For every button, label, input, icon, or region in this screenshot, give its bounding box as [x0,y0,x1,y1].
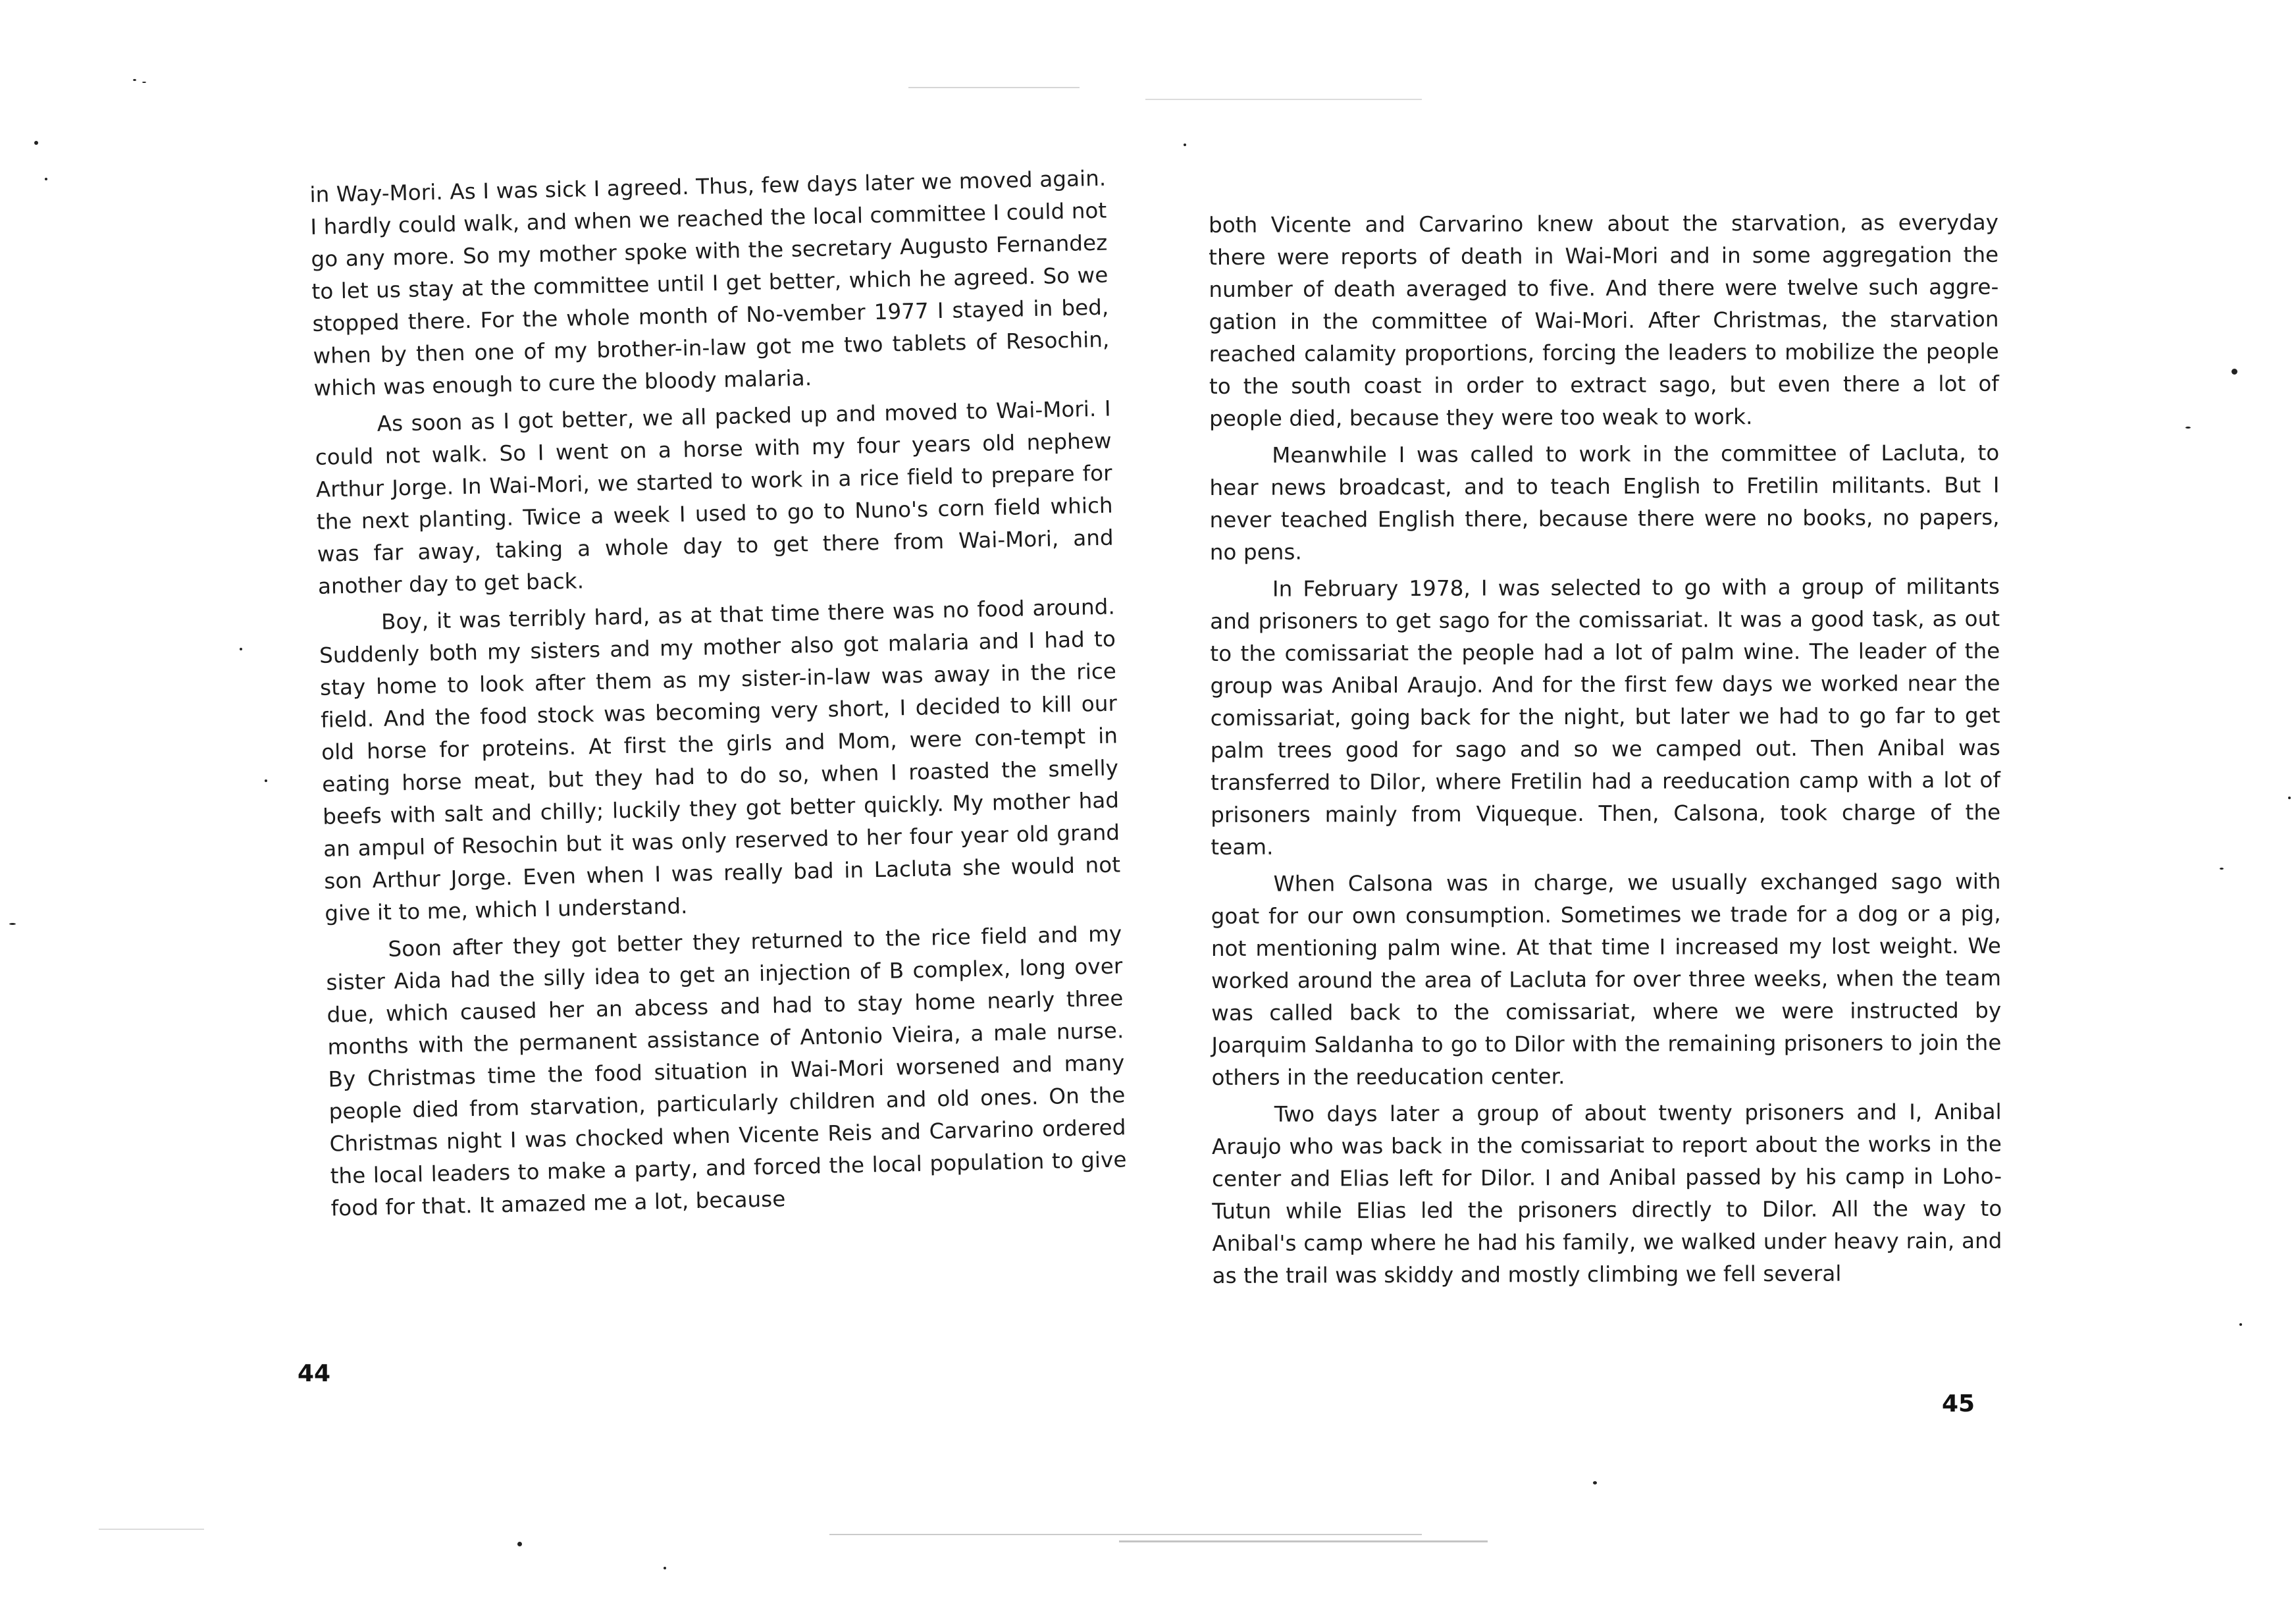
scan-speck [265,779,267,782]
right-paragraph-4: When Calsona was in charge, we usually exchanged sago with goat for our own consumption. Sometimes we trade for a dog or a pig, not mentioning palm wine. At that time I increased my lost weight. We worked around the area of Lacluta for over three weeks, when the team was called back to the comissariat, where we were instructed by Joarquim Saldanha to go to Dilor with the remaining prisoners to join the others in the reeducation center. [1211,868,2002,1090]
scan-speck [517,1542,522,1546]
scan-artifact-bottom-left [99,1529,204,1530]
scan-speck [1593,1481,1597,1484]
right-paragraph-3: In February 1978, I was selected to go with a group of militants and prisoners to get sago for the comissariat. It was a good task, as out to the comissariat the people had a lot of palm wine. The leader of the group was Anibal Araujo. And for the first few days we worked near the comissariat, going back for the night, but later we had to go far to get palm trees good for sago and so we camped out. Then Anibal was transferred to Dilor, where Fretilin had a reeducation camp with a lot of prisoners mainly from Viqueque. Then, Calsona, took charge of the team. [1210,573,2001,860]
scan-speck [2231,369,2237,375]
scan-artifact-bottom [829,1534,1422,1535]
scan-speck [1184,144,1186,146]
left-paragraph-3: Boy, it was terribly hard, as at that time there was no food around. Suddenly both my sisters and my mother also got malaria and I had to stay home to look after them as my sister-in-law was away in the rice field. And the food stock was becoming very short, I decided to kill our old horse for proteins. At first the girls and Mom, were con-tempt in eating horse meat, but they had to do so, when I roasted the smelly beefs with salt and chilly; luckily they got better quickly. My mother had an ampul of Resochin but it was only reserved to her four year old grand son Arthur Jorge. Even when I was really bad in Lacluta she would not give it to me, which I understand. [319,594,1121,926]
left-page-number: 44 [298,1360,331,1387]
scan-speck [2239,1323,2242,1326]
right-paragraph-2: Meanwhile I was called to work in the committee of Lacluta, to hear news broadcast, and to teach English to Fretilin militants. But I never teached English there, because there were no books, no papers, no pens. [1209,440,2000,565]
scan-artifact-top [908,87,1080,88]
scan-speck [142,82,146,83]
left-paragraph-4: Soon after they got better they returned to the rice field and my sister Aida had the silly idea to get an injection of B complex, long over due, which caused her an abcess and had to stay home nearly three months with the permanent assistance of Antonio Vieira, a male nurse. By Christmas time the food situation in Wai-Mori worsened and many people died from starvation, particularly children and old ones. On the Christmas night I was chocked when Vicente Reis and Carvarino ordered the local leaders to make a party, and forced the local population to give food for that. It amazed me a lot, because [326,921,1127,1221]
left-paragraph-2: As soon as I got better, we all packed up and moved to Wai-Mori. I could not walk. So I went on a horse with my four years old nephew Arthur Jorge. In Wai-Mori, we started to work in a rice field to prepare for the next planting. Twice a week I used to go to Nuno's corn field which was far away, taking a whole day to get there from Wai-Mori, and another day to get back. [315,396,1114,599]
scan-speck [240,648,242,650]
scan-artifact-top-right [1145,99,1422,100]
right-page-number: 45 [1942,1390,1975,1417]
right-page [1209,207,2002,1297]
scan-speck [34,141,38,145]
scan-speck [45,178,47,180]
scan-speck [664,1567,666,1569]
scan-speck [2185,427,2191,429]
right-paragraph-1: both Vicente and Carvarino knew about the starvation, as everyday there were reports of death in Wai-Mori and in some aggregation the number of death averaged to five. And there were twelve such aggre-gation in the committee of Wai-Mori. After Christmas, the starvation reached calamity proportions, forcing the leaders to mobilize the people to the south coast in order to extract sago, but even there a lot of people died, because they were too weak to work. [1209,209,1999,431]
right-paragraph-5: Two days later a group of about twenty prisoners and I, Anibal Araujo who was back in the comissariat to report about the works in the center and Elias left for Dilor. I and Anibal passed by his camp in Loho-Tutun while Elias led the prisoners directly to Dilor. All the way to Anibal's camp where he had his family, we walked under heavy rain, and as the trail was skiddy and mostly climbing we fell several [1211,1099,2002,1288]
scan-speck [133,79,136,81]
left-page [309,163,1128,1230]
scan-speck [9,923,16,925]
scan-speck [2220,868,2224,870]
left-paragraph-1: in Way-Mori. As I was sick I agreed. Thus, few days later we moved again. I hardly could walk, and when we reached the local committee I could not go any more. So my mother spoke with the secretary Augusto Fernandez to let us stay at the committee until I get better, which he agreed. So we stopped there. For the whole month of No-vember 1977 I stayed in bed, when by then one of my brother-in-law got me two tablets of Resochin, which was enough to cure the bloody malaria. [309,165,1110,401]
scan-artifact-bottom-right [1119,1540,1488,1542]
scan-speck [2288,797,2291,799]
